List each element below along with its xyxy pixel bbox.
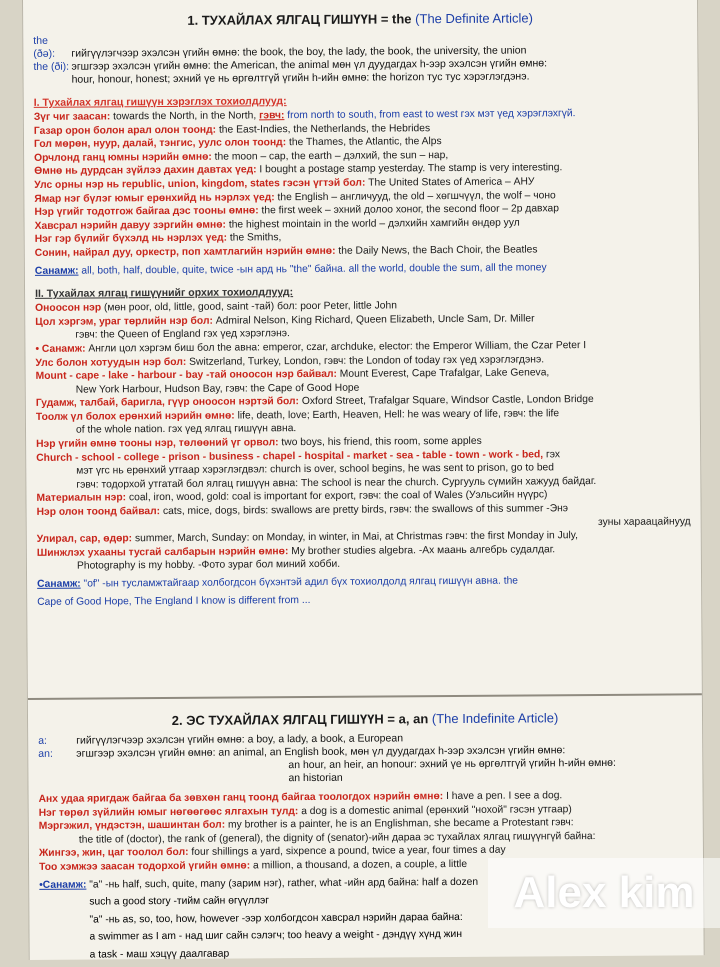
rule-text: Англи цол хэргэм биш бол the авна: emperor, czar, archduke, elector: the Emperor William, the Czar Peter I <box>85 339 587 355</box>
rule-text: cats, mice, dogs, birds: swallows are pretty birds, гэвч: the swallows of this summer -Энэ <box>160 503 569 518</box>
rule-keyword: Оноосон нэр <box>35 302 102 315</box>
definition-line: hour, honour, honest; эхний үе нь өргөлтгүй үгийн h-ийн өмнө: the horizon тус тус хэрэглэгдэнэ. <box>71 70 530 86</box>
definition-line: the (ði): эгшгээр эхэлсэн үгийн өмнө: the American, the animal мөн үл дуудагдах h-ээр эхэлсэн үгийн өмнө: <box>33 57 548 73</box>
usage-rules-list <box>24 106 699 260</box>
section-2-title-text: 2. ЭС ТУХАЙЛАХ ЯЛГАЦ ГИШҮҮН = a, an <box>171 711 429 728</box>
rule-keyword: • Санамж: <box>35 343 86 355</box>
printed-sheet <box>22 0 705 960</box>
rule-keyword: Гол мөрөн, нуур, далай, тэнгис, уулс олон тоонд: <box>33 137 287 151</box>
rule-keyword: Зүг чиг заасан: <box>33 111 111 123</box>
rule-keyword: Гудамж, талбай, баригла, гүүр оноосон нэртэй бол: <box>35 396 300 410</box>
definition-line: an historian <box>288 771 343 785</box>
rule-text: the title of (doctor), the rank of (general), the dignity of (senator)-ийн дараа эс тухайлах ялгац гишүүнгүй байна: <box>78 830 596 846</box>
rule-keyword: Church - school - college - prison - business - chapel - hospital - market - sea - table - town - work - bed, <box>36 449 544 464</box>
section-2-note: •Санамж: "a" -нь half, such, quite, many (зарим нэг), rather, what -ийн ард байна: half a dozen <box>39 876 479 891</box>
rule-text: two boys, his friend, this room, some apples <box>278 435 482 449</box>
rule-keyword: Нэр олон тоонд байвал: <box>36 506 161 518</box>
rule-keyword: Анх удаа яригдаж байгаа ба зөвхөн ганц тоонд байгаа тоологдох нэрийн өмнө: <box>38 791 444 805</box>
definition-line: a: гийгүүлэгчээр эхэлсэн үгийн өмнө: a boy, a lady, a book, a European <box>38 732 404 747</box>
omit-note: Санамж: "of" -ын тусламжтайгаар холбогдсон бүхэнтэй адил бүх тохиолдолд ялгац гишүүн авна. the <box>37 575 519 590</box>
rule-keyword: Хавсрал нэрийн давуу зэргийн өмнө: <box>34 219 226 232</box>
rule-text: my brother is a painter, he is an Englishman, she became a Protestant гэвч: <box>225 817 574 831</box>
rule-text: the Smiths, <box>226 232 282 244</box>
rule-text: Oxford Street, Trafalgar Square, Windsor Castle, London Bridge <box>298 394 594 408</box>
rule-text: of the whole nation. гэх үед ялгац гишүүн авна. <box>75 423 297 437</box>
rule-keyword: Нэг гэр бүлийг бүхэлд нь нэрлэх үед: <box>34 232 228 246</box>
rule-text: Mount Everest, Cape Trafalgar, Lake Geneva, <box>336 367 550 380</box>
rule-keyword: Өмнө нь дурдсан зүйлээ дахин давтах үед: <box>34 164 257 178</box>
rule-exception: from north to south, from east to west гэх мэт үед хэрэглэхгүй. <box>284 108 576 122</box>
rule-text: гэвч: тодорхой утгатай бол ялгац гишүүн авна: The school is near the church. Сургууль сүмийн хажууд байдаг. <box>76 475 597 491</box>
rule-exception-marker: гэвч: <box>259 110 285 122</box>
rule-text: My brother studies algebra. -Ах маань алгебрь судалдаг. <box>288 544 556 557</box>
rule-keyword: Ямар нэг бүлэг юмыг ерөнхийд нь нэрлэх үед: <box>34 191 275 205</box>
rule-text: гэвч: the Queen of England гэх үед хэрэглэнэ. <box>75 328 290 341</box>
rule-keyword: Мэргэжил, үндэстэн, шашинтан бол: <box>38 819 226 833</box>
rule-keyword: Улс болон хотуудын нэр бол: <box>35 356 187 369</box>
section-1-title-text: 1. ТУХАЙЛАХ ЯЛГАЦ ГИШҮҮН = the <box>187 11 412 28</box>
rule-text: the moon – сар, the earth – дэлхий, the sun – нар, <box>211 149 449 163</box>
rule-text: Photography is my hobby. -Фото зураг бол миний хобби. <box>76 559 341 573</box>
definition-line: an hour, an heir, an honour: эхний үе нь өргөлтгүй үгийн h-ийн өмнө: <box>288 756 616 772</box>
omit-rules-list <box>25 297 701 574</box>
usage-note: Санамж: all, both, half, double, quite, twice -ын ард нь "the" байна. all the world, double the sum, all the money <box>34 261 547 277</box>
rule-text: мэт үгс нь ерөнхий утгаар хэрэглэгдвэл: church is over, school begins, he was sent to prison, go to bed <box>76 462 555 477</box>
rule-text: Switzerland, Turkey, London, гэвч: the London of today гэх үед хэрэглэгдэнэ. <box>186 353 545 368</box>
definition-line: an: эгшгээр эхэлсэн үгийн өмнө: an animal, an English book, мөн үл дуудагдах h-ээр эхэлсэн үгийн өмнө: <box>38 744 566 760</box>
section-2-note-line: "a" -нь as, so, too, how, however -ээр холбогдсон хавсрал нэрийн дараа байна: <box>89 911 463 926</box>
rule-text: coal, iron, wood, gold: coal is important for export, гэвч: the coal of Wales (Уэльсийн нүүрс) <box>126 489 548 504</box>
rule-keyword: Улирал, сар, өдөр: <box>36 533 133 546</box>
rule-keyword: Орчлонд ганц юмны нэрийн өмнө: <box>34 151 212 164</box>
rule-text: the English – англичууд, the old – хөгшчүүл, the wolf – чоно <box>274 189 556 203</box>
rule-keyword: Материалын нэр: <box>36 492 127 505</box>
rule-keyword: Mount - cape - lake - harbour - bay -тай оноосон нэр байвал: <box>35 368 337 383</box>
rule-text: Admiral Nelson, King Richard, Queen Elizabeth, Uncle Sam, Dr. Miller <box>212 313 535 327</box>
watermark: Alex kim <box>488 858 720 928</box>
rule-text: гэх <box>543 448 561 461</box>
omit-heading: II. Тухайлах ялгац гишүүнийг орхих тохиолдлууд: <box>35 286 294 301</box>
section-2-definitions <box>28 730 702 787</box>
section-2-note-line: a swimmer as I am - над шиг сайн сэлэгч; too heavy a weight - дэндүү хүнд жин <box>89 929 463 943</box>
rule-keyword: Шинжлэх ухааны тусгай салбарын нэрийн өмнө: <box>36 545 289 559</box>
section-2-title-en: (The Indefinite Article) <box>431 710 559 727</box>
section-2-title <box>28 695 702 735</box>
rule-text: four shillings a yard, sixpence a pound, twice a year, four times a day <box>188 845 506 859</box>
rule-keyword: Нэг төрөл зүйлийн юмыг нөгөөгөөс ялгахын тулд: <box>38 805 299 819</box>
rule-text: the first week – эхний долоо хоног, the second floor – 2р давхар <box>258 203 560 217</box>
rule-text: New York Harbour, Hudson Bay, гэвч: the Cape of Good Hope <box>75 382 360 396</box>
rule-keyword: Сонин, найрал дуу, оркестр, поп хамтлагийн нэрийн өмнө: <box>34 245 336 259</box>
rule-text: the East-Indies, the Netherlands, the Hebrides <box>216 122 431 136</box>
rule-text: a million, a thousand, a dozen, a couple, a little <box>250 858 468 872</box>
rule-text: life, death, love; Earth, Heaven, Hell: he was weary of life, гэвч: the life <box>234 408 560 422</box>
rule-text: The United States of America – АНУ <box>365 176 535 189</box>
rule-text: I bought a postage stamp yesterday. The stamp is very interesting. <box>256 162 563 176</box>
rule-keyword: Нэр үгийг тодотгож байгаа дэс тооны өмнө: <box>34 205 259 219</box>
section-2-note-line: a task - маш хэцүү даалгавар <box>89 948 230 961</box>
rule-text: (мөн poor, old, little, good, saint -тай) бол: poor Peter, little John <box>101 300 397 314</box>
rule-keyword: Тоолж үл болох ерөнхий нэрийн өмнө: <box>35 410 235 423</box>
section-1-title-en: (The Definite Article) <box>415 10 533 27</box>
omit-note-continued: Cape of Good Hope, The England I know is different from ... <box>37 594 311 608</box>
rule-text: summer, March, Sunday: on Monday, in winter, in Mai, at Christmas гэвч: the first Monday in July, <box>132 530 579 545</box>
rule-keyword: Цол хэргэм, ураг төрлийн нэр бол: <box>35 315 213 328</box>
rule-text: the Thames, the Atlantic, the Alps <box>286 136 442 149</box>
section-1-definitions <box>23 30 697 87</box>
rule-text: the Daily News, the Bach Choir, the Beatles <box>335 244 538 257</box>
rule-text: I have a pen. I see a dog. <box>443 790 563 803</box>
rule-keyword: Улс орны нэр нь republic, union, kingdom, states гэсэн үгтэй бол: <box>34 177 366 191</box>
rule-keyword: Нэр үгийн өмнө тооны нэр, төлөөний үг орвол: <box>36 437 279 450</box>
rule-text: зуны хараацайнууд <box>597 515 691 528</box>
rule-keyword: Тоо хэмжээ заасан тодорхой үгийн өмнө: <box>39 860 251 873</box>
rule-text: towards the North, in the North, <box>110 110 260 123</box>
rule-text: a dog is a domestic animal (ерөнхий "нохой" гэсэн утгаар) <box>298 803 572 817</box>
definition-line: the (ðə): гийгүүлэгчээр эхэлсэн үгийн өмнө: the book, the boy, the lady, the book, the university, the union <box>33 34 527 60</box>
rule-keyword: Жингээ, жин, цаг тоолол бол: <box>38 847 189 860</box>
rule-text: the highest mointain in the world – дэлхийн хамгийн өндөр уул <box>225 217 520 231</box>
usage-heading: I. Тухайлах ялгац гишүүн хэрэглэх тохиолдлууд: <box>33 95 287 109</box>
rule-keyword: Газар орон болон арал олон тоонд: <box>33 124 217 137</box>
section-2-note-line: such a good story -тийм сайн өгүүллэг <box>89 895 270 908</box>
section-1-title <box>23 0 697 35</box>
